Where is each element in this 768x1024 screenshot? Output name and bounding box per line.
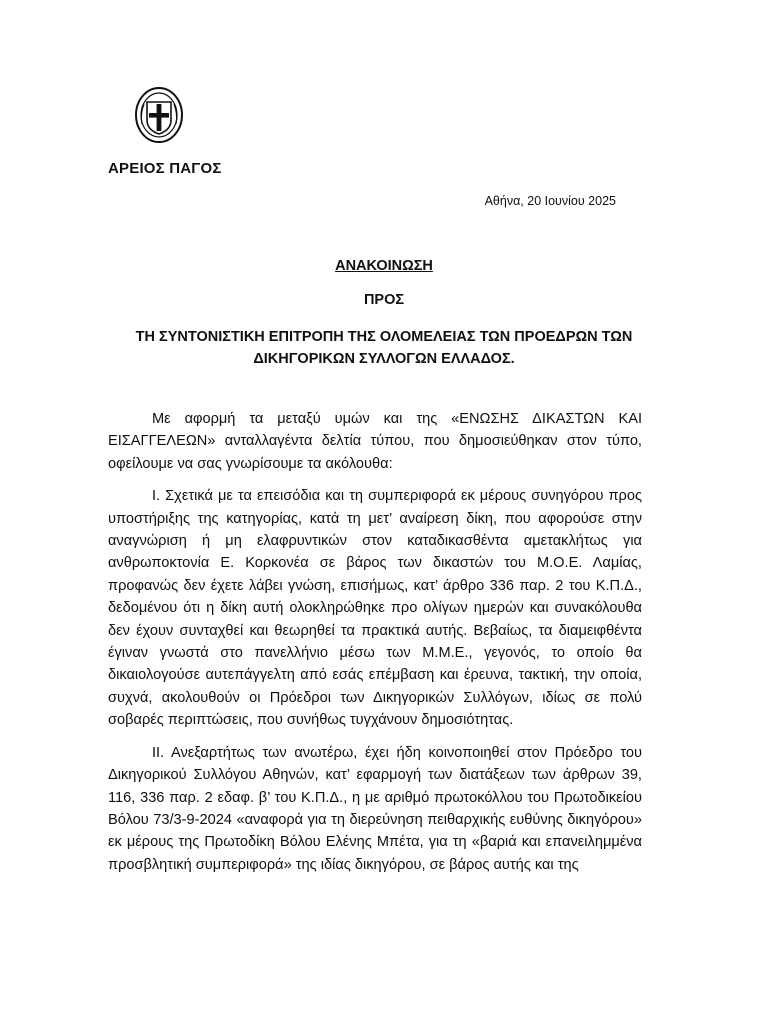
- body-paragraph: Ι. Σχετικά με τα επεισόδια και τη συμπεριφορά εκ μέρους συνηγόρου προς υποστήριξης της κατηγορίας, κατά τη μετ’ αναίρεση δίκη, που αφορούσε στην αναγνώριση ή μη ελαφρυντικών στον καταδικασθέντα αμετακλήτως για ανθρωποκτονία Ε. Κορκονέα σε βάρος των δικαστών του Μ.Ο.Ε. Λαμίας, προφανώς δεν έχετε λάβει γνώση, επισήμως, κατ’ άρθρο 336 παρ. 2 του Κ.Π.Δ., δεδομένου ότι η δίκη αυτή ολοκληρώθηκε προ ολίγων ημερών και συνακόλουθα δεν έχουν συνταχθεί και θεωρηθεί τα πρακτικά αυτής. Βεβαίως, τα διαμειφθέντα έγιναν γνωστά στο πανελλήνιο μέσω των Μ.Μ.Ε., γεγονός, το οποίο θα δικαιολογούσε αυτεπάγγελτη από εσάς επέμβαση και έρευνα, τακτική, την οποία, συχνά, ακολουθούν οι Πρόεδροι των Δικηγορικών Συλλόγων, ιδίως σε πολύ σοβαρές περιπτώσεις, που συνήθως τυγχάνουν δημοσιότητας.: [108, 488, 642, 729]
- recipient-label: ΠΡΟΣ: [363, 292, 405, 308]
- addressee: [90, 326, 678, 370]
- announcement-title: ΑΝΑΚΟΙΝΩΣΗ: [335, 258, 433, 274]
- court-name: ΑΡΕΙΟΣ ΠΑΓΟΣ: [108, 160, 222, 177]
- greek-state-emblem-icon: [134, 86, 184, 144]
- addressee-line: ΤΗ ΣΥΝΤΟΝΙΣΤΙΚΗ ΕΠΙΤΡΟΠΗ ΤΗΣ ΟΛΟΜΕΛΕΙΑΣ ΤΩΝ ΠΡΟΕΔΡΩΝ ΤΩΝ: [135, 329, 633, 345]
- body-paragraph: Με αφορμή τα μεταξύ υμών και της «ΕΝΩΣΗΣ ΔΙΚΑΣΤΩΝ ΚΑΙ ΕΙΣΑΓΓΕΛΕΩΝ» ανταλλαγέντα δελτία τύπου, που δημοσιεύθηκαν στον τύπο, οφείλουμε να σας γνωρίσουμε τα ακόλουθα:: [108, 411, 642, 472]
- body-paragraph: ΙΙ. Ανεξαρτήτως των ανωτέρω, έχει ήδη κοινοποιηθεί στον Πρόεδρο του Δικηγορικού Συλλόγου Αθηνών, κατ’ εφαρμογή των διατάξεων των άρθρων 39, 116, 336 παρ. 2 εδαφ. β’ του Κ.Π.Δ., η με αριθμό πρωτοκόλλου του Πρωτοδικείου Βόλου 73/3-9-2024 «αναφορά για τη διερεύνηση πειθαρχικής ευθύνης δικηγόρου» εκ μέρους της Πρωτοδίκη Βόλου Ελένης Μπέτα, για τη «βαριά και επανειλημμένα προσβλητική συμπεριφορά» της ιδίας δικηγόρου, σε βάρος αυτής και της: [108, 744, 642, 873]
- body-text: [108, 408, 642, 886]
- addressee-line: ΔΙΚΗΓΟΡΙΚΩΝ ΣΥΛΛΟΓΩΝ ΕΛΛΑΔΟΣ.: [253, 351, 515, 367]
- document-date: Αθήνα, 20 Ιουνίου 2025: [484, 194, 616, 208]
